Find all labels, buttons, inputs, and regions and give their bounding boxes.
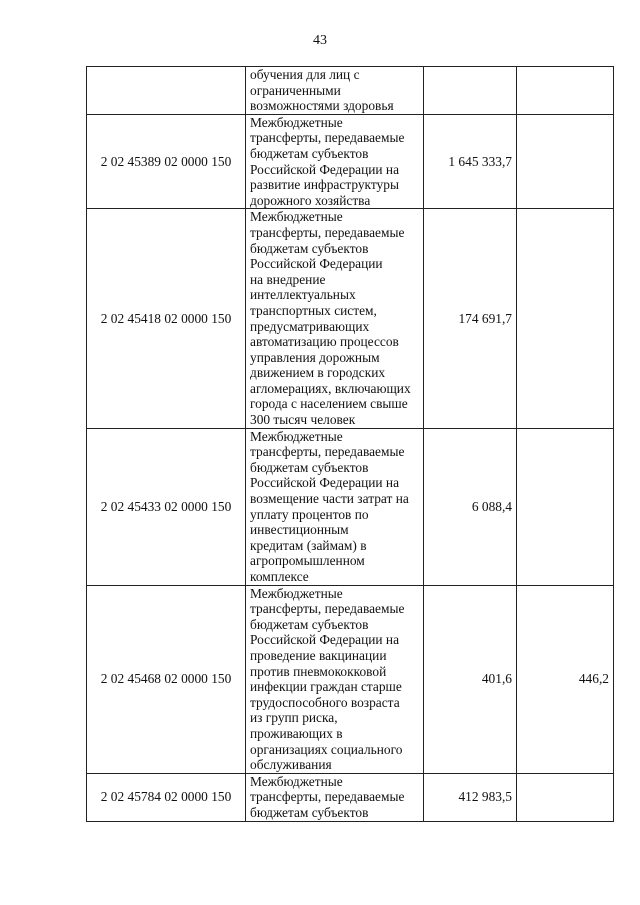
revenue-name-line: транспортных систем,	[250, 302, 377, 318]
revenue-name-line: на внедрение	[250, 271, 326, 287]
revenue-name-line: трансферты, передаваемые	[250, 789, 405, 805]
page-number: 43	[313, 33, 327, 48]
table-row	[87, 209, 614, 428]
revenue-name-line: возможностями здоровья	[250, 98, 394, 114]
amount-cell-year-2	[517, 773, 614, 821]
revenue-name-line: бюджетам субъектов	[250, 616, 369, 632]
budget-code-cell: 2 02 45389 02 0000 150	[87, 114, 246, 209]
revenue-name-line: Межбюджетные	[250, 428, 343, 444]
table-row	[87, 67, 614, 115]
revenue-name-line: интеллектуальных	[250, 287, 356, 303]
revenue-name-line: Межбюджетные	[250, 773, 343, 789]
table-row	[87, 428, 614, 585]
amount-cell-year-1: 174 691,7	[424, 209, 517, 428]
budget-revenue-table	[86, 66, 614, 822]
revenue-name-line: проживающих в	[250, 725, 343, 741]
revenue-name-line: инвестиционным	[250, 522, 349, 538]
revenue-name-line: управления дорожным	[250, 349, 380, 365]
amount-cell-year-1	[424, 67, 517, 115]
amount-cell-year-1: 6 088,4	[424, 428, 517, 585]
table-row	[87, 773, 614, 821]
revenue-name-line: трудоспособного возраста	[250, 694, 400, 710]
amount-cell-year-1: 401,6	[424, 585, 517, 773]
budget-code-cell: 2 02 45433 02 0000 150	[87, 428, 246, 585]
revenue-name-line: трансферты, передаваемые	[250, 224, 405, 240]
amount-cell-year-1: 412 983,5	[424, 773, 517, 821]
revenue-name-line: движением в городских	[250, 365, 386, 381]
revenue-name-line: из групп риска,	[250, 710, 338, 726]
amount-cell-year-2	[517, 209, 614, 428]
revenue-name-line: бюджетам субъектов	[250, 240, 369, 256]
revenue-name-line: ограниченными	[250, 82, 341, 98]
revenue-name-line: дорожного хозяйства	[250, 192, 371, 208]
table-row	[87, 114, 614, 209]
revenue-name-cell	[246, 114, 424, 209]
revenue-name-line: комплексе	[250, 569, 309, 584]
revenue-name-cell	[246, 209, 424, 428]
revenue-name-line: трансферты, передаваемые	[250, 444, 405, 460]
revenue-name-line: кредитам (займам) в	[250, 537, 367, 553]
revenue-name-cell	[246, 67, 424, 115]
revenue-name-line: инфекции граждан старше	[250, 679, 402, 695]
revenue-name-line: трансферты, передаваемые	[250, 601, 405, 617]
budget-code-cell: 2 02 45468 02 0000 150	[87, 585, 246, 773]
revenue-name-line: Российской Федерации на	[250, 161, 400, 177]
revenue-name-line: обслуживания	[250, 757, 332, 773]
revenue-name-line: города с населением свыше	[250, 396, 408, 412]
revenue-name-line: Российской Федерации на	[250, 475, 400, 491]
revenue-name-line: организациях социального	[250, 741, 403, 757]
revenue-name-line: агломерациях, включающих	[250, 380, 411, 396]
budget-code-cell	[87, 67, 246, 115]
amount-cell-year-2	[517, 114, 614, 209]
revenue-name-line: автоматизацию процессов	[250, 334, 399, 350]
revenue-name-line: агропромышленном	[250, 553, 365, 569]
revenue-name-line: 300 тысяч человек	[250, 412, 356, 428]
revenue-name-line: бюджетам субъектов	[250, 145, 369, 161]
amount-cell-year-2	[517, 428, 614, 585]
table-row	[87, 585, 614, 773]
revenue-name-line: проведение вакцинации	[250, 647, 387, 663]
revenue-name-line: Российской Федерации	[250, 256, 383, 272]
revenue-name-cell	[246, 428, 424, 585]
revenue-name-cell	[246, 773, 424, 821]
amount-cell-year-1: 1 645 333,7	[424, 114, 517, 209]
budget-code-cell: 2 02 45784 02 0000 150	[87, 773, 246, 821]
revenue-name-line: возмещение части затрат на	[250, 491, 409, 507]
revenue-name-line: Межбюджетные	[250, 585, 343, 601]
amount-cell-year-2	[517, 67, 614, 115]
revenue-name-line: развитие инфраструктуры	[250, 177, 399, 193]
revenue-name-line: против пневмококковой	[250, 663, 387, 679]
revenue-name-line: уплату процентов по	[250, 506, 369, 522]
revenue-name-cell	[246, 585, 424, 773]
revenue-name-line: обучения для лиц с	[250, 67, 360, 82]
revenue-name-line: Российской Федерации на	[250, 632, 400, 648]
table-body	[87, 67, 614, 822]
budget-code-cell: 2 02 45418 02 0000 150	[87, 209, 246, 428]
revenue-name-line: предусматривающих	[250, 318, 370, 334]
amount-cell-year-2: 446,2	[517, 585, 614, 773]
revenue-name-line: бюджетам субъектов	[250, 804, 369, 820]
revenue-name-line: трансферты, передаваемые	[250, 130, 405, 146]
revenue-name-line: бюджетам субъектов	[250, 459, 369, 475]
revenue-name-line: Межбюджетные	[250, 114, 343, 130]
revenue-name-line: Межбюджетные	[250, 209, 343, 225]
